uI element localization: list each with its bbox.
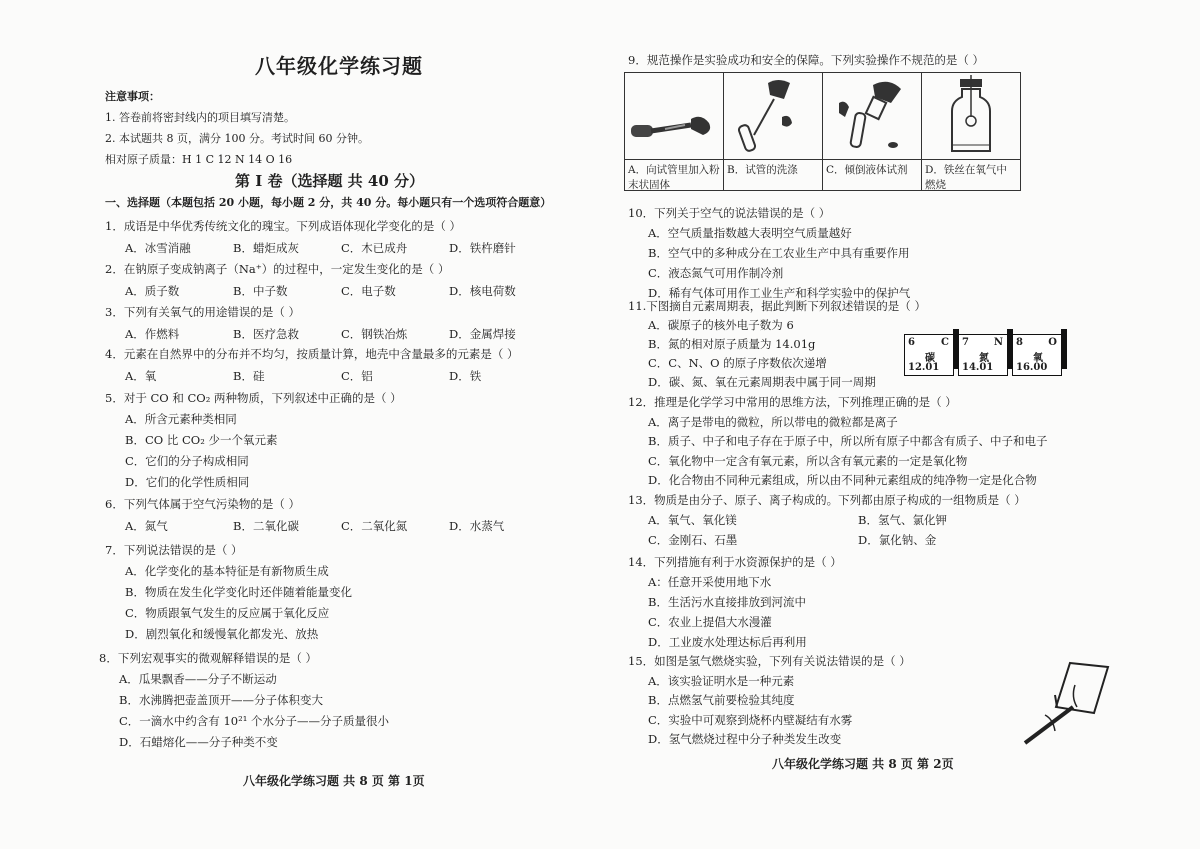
figure-wash-tube [724,73,822,159]
right-page [622,0,1062,849]
option: A．碳原子的核外电子数为 6 [648,318,794,332]
option: B．蜡炬成灰 [233,241,299,255]
question-stem: 9．规范操作是实验成功和安全的保障。下列实验操作不规范的是（ ） [628,53,984,67]
figure-caption-d: D．铁丝在氧气中燃烧 [925,164,1007,191]
option: D．工业废水处理达标后再利用 [648,635,807,649]
figure-pour-liquid [823,73,921,159]
element-tile-carbon [904,334,954,376]
question-15 [628,652,911,750]
question-7 [105,540,352,645]
option: B．物质在发生化学变化时还伴随着能量变化 [125,585,352,599]
question-stem: 11.下图摘自元素周期表，据此判断下列叙述错误的是（ ） [628,299,926,313]
option: D．剧烈氧化和缓慢氧化都发光、放热 [125,627,319,641]
option: B．硅 [233,369,265,383]
question-2 [105,261,557,299]
option: D．氢气燃烧过程中分子种类发生改变 [648,732,842,746]
option: D．稀有气体可用作工业生产和科学实验中的保护气 [648,286,911,300]
option: D．化合物由不同种元素组成，所以由不同种元素组成的纯净物一定是化合物 [648,473,1037,487]
question-6 [105,496,557,534]
question-1 [105,218,557,256]
option: C．氧化物中一定含有氧元素，所以含有氧元素的一定是氧化物 [648,453,968,468]
option: B．二氧化碳 [233,519,299,533]
option: A．化学变化的基本特征是有新物质生成 [125,564,329,578]
element-name: 氧 [1033,353,1043,364]
question-8 [99,648,389,753]
option: C．钢铁冶炼 [341,327,408,341]
option: D．它们的化学性质相同 [125,475,250,489]
option: C．实验中可观察到烧杯内壁凝结有水雾 [648,712,853,727]
question-stem: 3．下列有关氧气的用途错误的是（ ） [105,305,300,319]
question-12 [628,393,1047,491]
option: A．质子数 [125,284,180,298]
atomic-mass: 14.01 [962,362,994,373]
question-13 [628,490,1058,550]
option: B．质子、中子和电子存在于原子中，所以所有原子中都含有质子、中子和电子 [648,434,1048,448]
question-stem: 12．推理是化学学习中常用的思维方法，下列推理正确的是（ ） [628,395,957,409]
element-symbol: N [993,337,1003,348]
question-stem: 5．对于 CO 和 CO₂ 两种物质，下列叙述中正确的是（ ） [105,391,402,405]
question-stem: 13．物质是由分子、原子、离子构成的。下列都由原子构成的一组物质是（ ） [628,493,1026,507]
figure-iron-wire-oxygen [922,73,1020,159]
option: B．空气中的多种成分在工农业生产中具有重要作用 [648,246,910,260]
question-stem: 4．元素在自然界中的分布并不均匀，按质量计算，地壳中含量最多的元素是（ ） [105,347,519,361]
question-5 [105,388,402,493]
atomic-mass: 16.00 [1016,362,1048,373]
figure-caption-b: B．试管的洗涤 [727,164,798,176]
option: D．碳、氮、氧在元素周期表中属于同一周期 [648,375,876,389]
option: D．核电荷数 [449,284,516,298]
option: B．水沸腾把壶盖顶开——分子体积变大 [119,693,323,707]
element-symbol: O [1048,337,1057,348]
option: C．它们的分子构成相同 [125,454,249,468]
option: B．生活污水直接排放到河流中 [648,595,806,609]
experiment-figure-table [624,72,1021,191]
option: C．金刚石、石墨 [648,533,738,547]
option: D．金属焊接 [449,327,516,341]
option: D．氯化钠、金 [858,533,937,547]
question-stem: 6．下列气体属于空气污染物的是（ ） [105,497,300,511]
option: C．一滴水中约含有 10²¹ 个水分子——分子质量很小 [119,714,389,728]
option: B．氢气、氯化钾 [858,513,947,527]
option: D．水蒸气 [449,519,505,533]
question-stem: 8．下列宏观事实的微观解释错误的是（ ） [99,651,317,665]
note-line: 1. 答卷前将密封线内的项目填写清楚。 [105,111,295,124]
option: C．铝 [341,369,373,383]
atomic-number: 6 [908,337,915,348]
option: A．氧 [125,369,157,383]
option: A．该实验证明水是一种元素 [648,673,795,688]
question-stem: 7．下列说法错误的是（ ） [105,543,243,557]
option: A．离子是带电的微粒，所以带电的微粒都是离子 [648,414,898,429]
option: A．氮气 [125,519,168,533]
atomic-mass: 12.01 [908,362,940,373]
option: B．点燃氢气前要检验其纯度 [648,693,795,707]
question-stem: 2．在钠原子变成钠离子（Na⁺）的过程中，一定发生变化的是（ ） [105,262,450,276]
option: A．空气质量指数越大表明空气质量越好 [648,226,852,240]
element-name: 碳 [925,353,935,364]
option: D．铁 [449,369,482,383]
element-tile-oxygen [1012,334,1062,376]
option: A．作燃料 [125,327,180,341]
question-11 [628,297,926,392]
atomic-number: 7 [962,337,969,348]
element-name: 氮 [979,353,989,364]
page-footer: 八年级化学练习题 共 8 页 第 1页 [243,774,425,788]
question-14 [628,552,842,652]
option: C．二氧化氮 [341,519,408,533]
notes-heading: 注意事项： [105,90,160,103]
option: D．石蜡熔化——分子种类不变 [119,735,278,749]
question-3 [105,304,557,342]
question-stem: 14．下列措施有利于水资源保护的是（ ） [628,555,842,569]
atomic-number: 8 [1016,337,1023,348]
option: A．冰雪消融 [125,241,191,255]
option: C．木已成舟 [341,241,408,255]
option: A．瓜果飘香——分子不断运动 [119,672,277,686]
option: B．中子数 [233,284,288,298]
section-instructions: 一、选择题（本题包括 20 小题，每小题 2 分，共 40 分。每小题只有一个选项符合题意） [105,196,552,209]
option: D．铁杵磨针 [449,241,516,255]
notes-block [105,86,369,170]
section-title: 第 I 卷（选择题 共 40 分） [235,172,425,190]
option: C．C、N、O 的原子序数依次递增 [648,356,827,370]
option: A．氧气、氧化镁 [648,513,737,527]
figure-caption-c: C．倾倒液体试剂 [826,164,908,176]
figure-add-powder [625,73,723,159]
element-tile-nitrogen [958,334,1008,376]
page-footer: 八年级化学练习题 共 8 页 第 2页 [772,757,954,771]
question-9 [628,52,984,68]
question-stem: 15．如图是氢气燃烧实验，下列有关说法错误的是（ ） [628,654,911,668]
option: B．氮的相对原子质量为 14.01g [648,337,816,351]
question-stem: 1．成语是中华优秀传统文化的瑰宝。下列成语体现化学变化的是（ ） [105,219,461,233]
option: C．农业上提倡大水漫灌 [648,615,772,629]
figure-caption-a: A．向试管里加入粉末状固体 [628,164,720,191]
question-10 [628,203,910,303]
option: B．医疗急救 [233,327,299,341]
element-symbol: C [941,337,949,348]
note-line: 相对原子质量：H 1 C 12 N 14 O 16 [105,153,293,166]
question-4 [105,346,557,384]
question-stem: 10．下列关于空气的说法错误的是（ ） [628,206,831,220]
option: A．所含元素种类相同 [125,412,237,426]
option: C．电子数 [341,284,396,298]
option: A：任意开采使用地下水 [648,575,772,589]
note-line: 2. 本试题共 8 页，满分 100 分。考试时间 60 分钟。 [105,132,369,145]
option: C．物质跟氧气发生的反应属于氧化反应 [125,606,330,620]
page-title: 八年级化学练习题 [255,54,423,78]
option: C．液态氮气可用作制冷剂 [648,266,784,280]
left-page [95,0,610,849]
hydrogen-combustion-figure [1015,655,1115,750]
option: B．CO 比 CO₂ 少一个氧元素 [125,433,278,447]
